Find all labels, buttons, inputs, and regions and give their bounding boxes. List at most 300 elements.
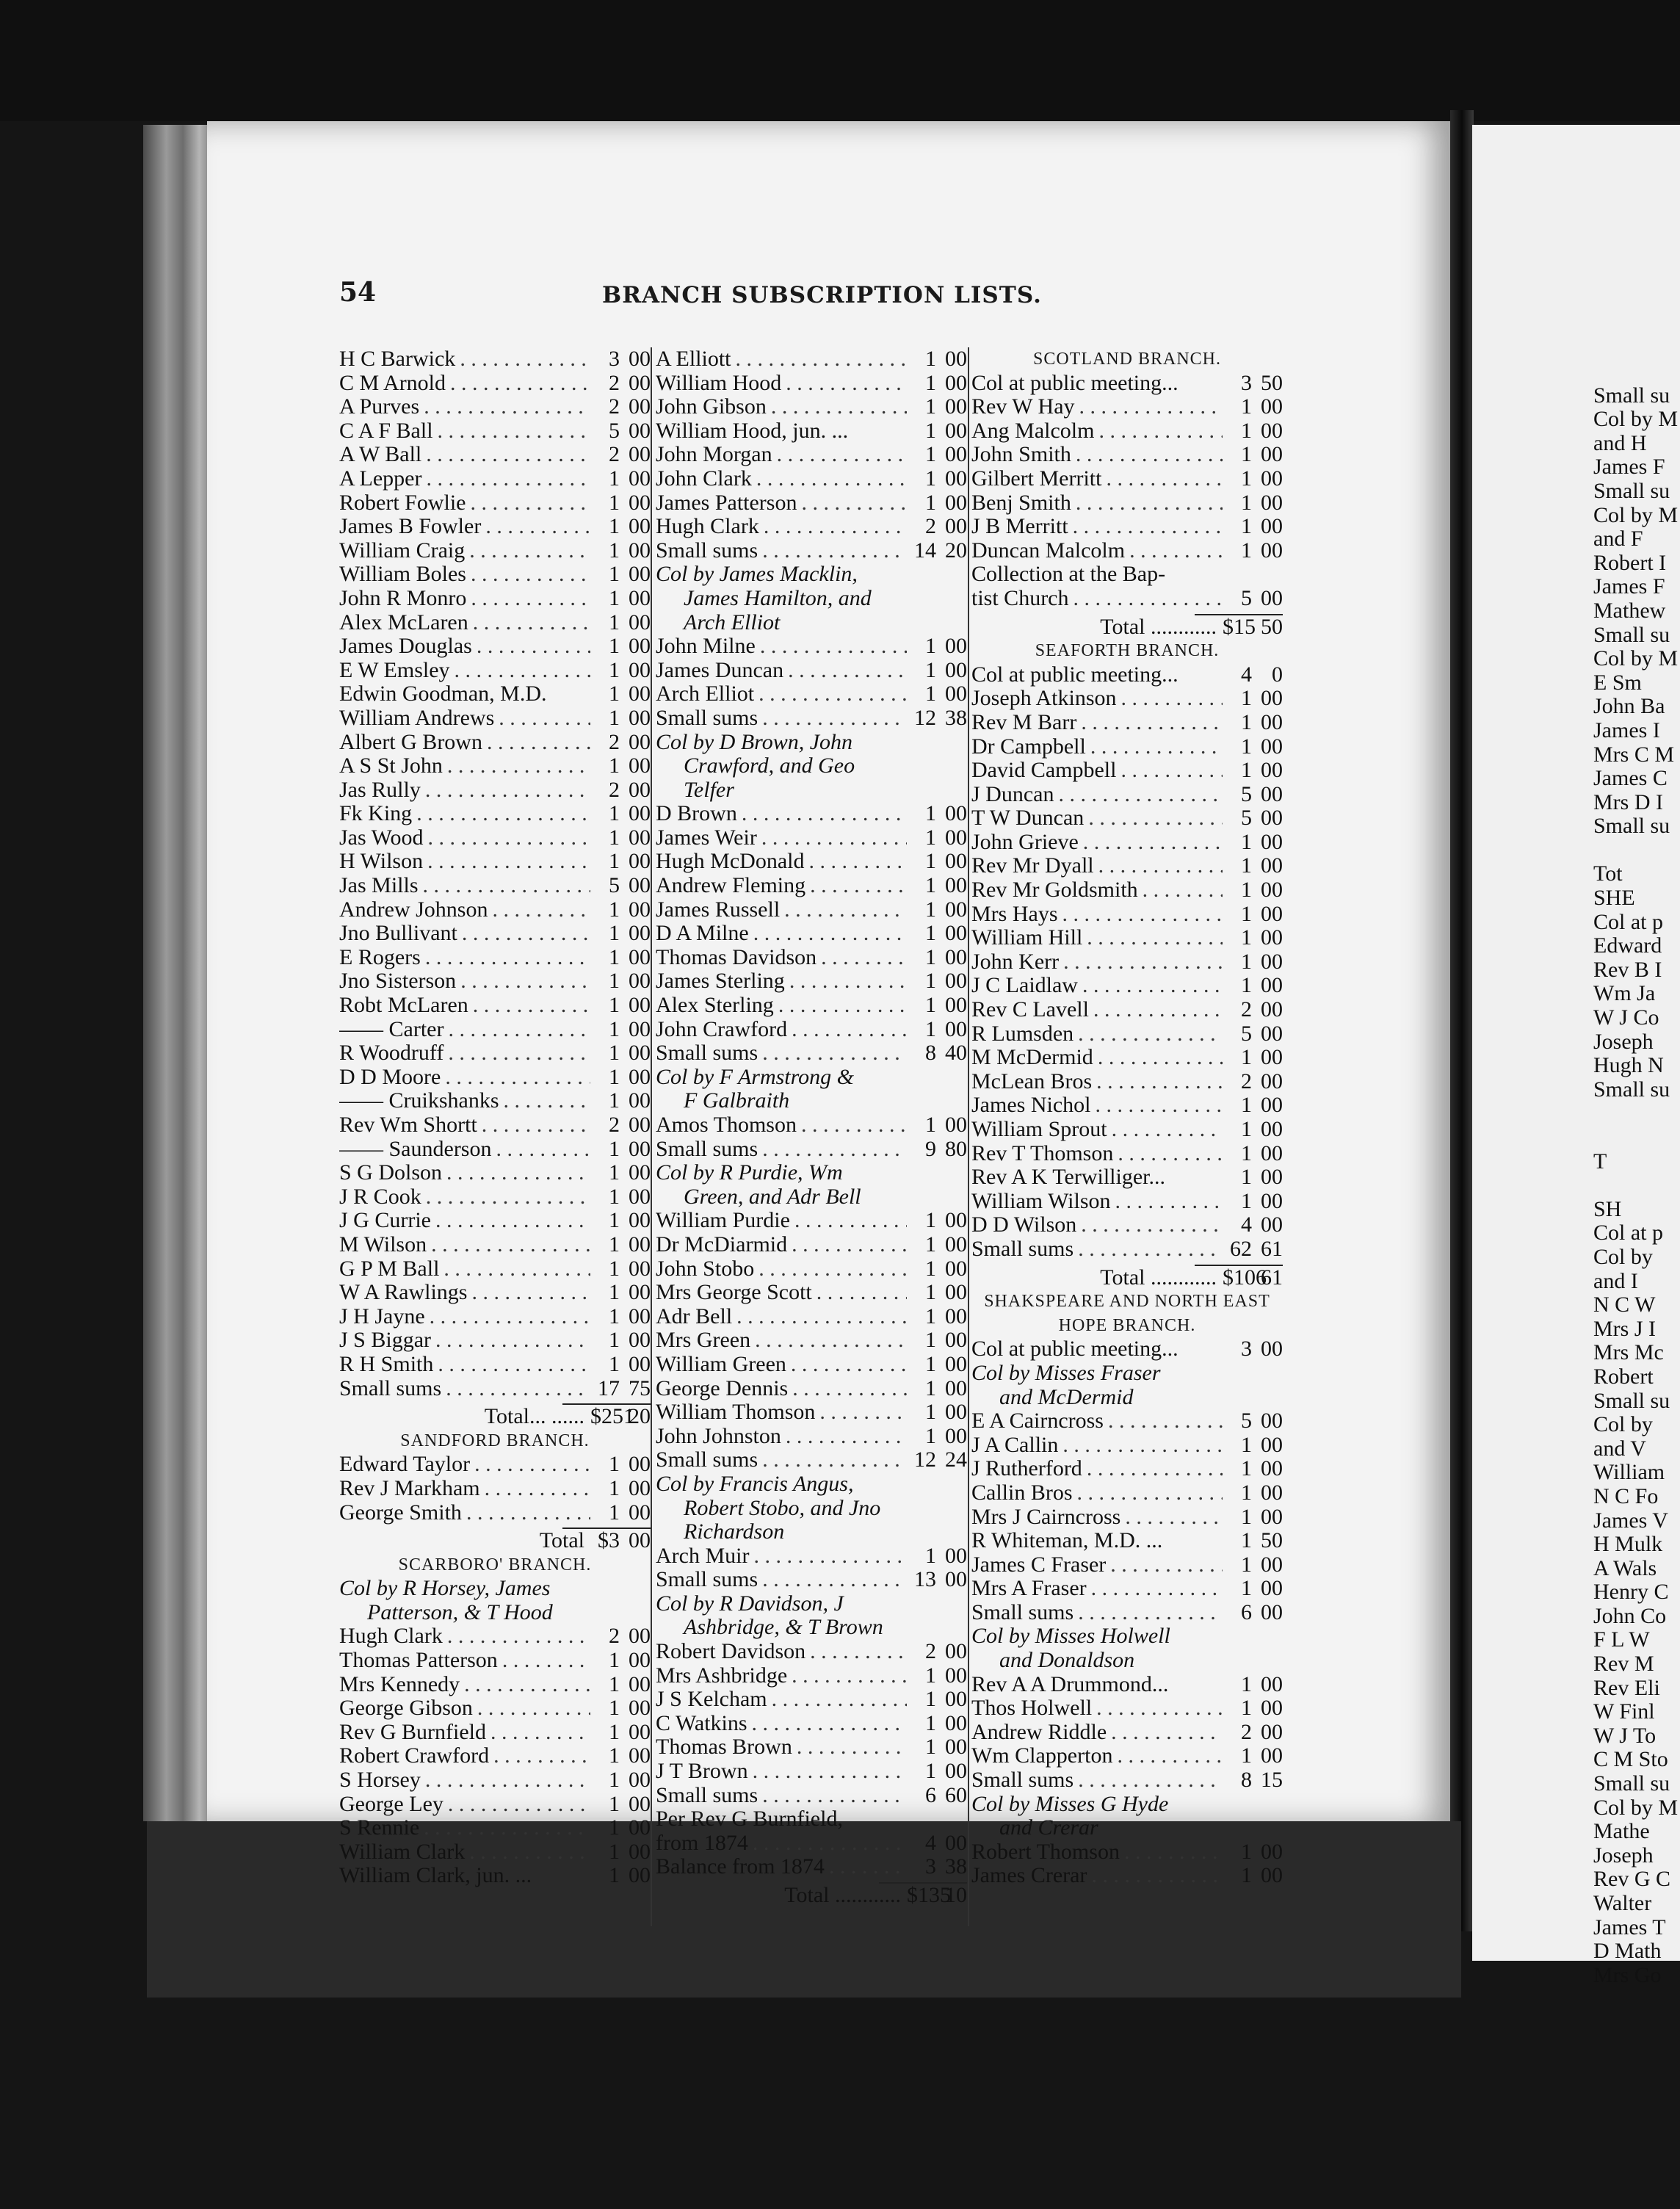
collector-note bbox=[656, 1472, 967, 1497]
subscriber-name: S Rennie . . . bbox=[339, 1816, 590, 1840]
subscriber-row bbox=[971, 1165, 1283, 1190]
subscriber-name: Albert G Brown . . . bbox=[339, 731, 590, 755]
subscriber-name: F Galbraith bbox=[684, 1089, 790, 1113]
amount-dollars: 1 bbox=[609, 1280, 620, 1305]
subscriber-name: Col by R Horsey, James bbox=[339, 1577, 551, 1601]
amount-cents: 00 bbox=[1261, 925, 1283, 950]
subscriber-name: Mrs J Cairncross . . . bbox=[971, 1505, 1223, 1530]
amount-dollars: 1 bbox=[1241, 1671, 1252, 1696]
amount-dollars: 1 bbox=[609, 1064, 620, 1089]
facing-page-line: Small su bbox=[1593, 1077, 1670, 1102]
amount-cents: 00 bbox=[945, 897, 967, 922]
amount-dollars: 1 bbox=[925, 1280, 936, 1305]
collector-note bbox=[656, 1616, 967, 1640]
amount-cents: 00 bbox=[629, 634, 651, 659]
amount-dollars: 1 bbox=[609, 657, 620, 682]
subscriber-name: Thos Holwell . . . bbox=[971, 1696, 1223, 1721]
collector-note bbox=[971, 1793, 1283, 1817]
collector-note bbox=[971, 1386, 1283, 1410]
facing-page-line: N C Fo bbox=[1593, 1483, 1659, 1508]
scan-background bbox=[0, 0, 1680, 121]
subscriber-name: Total... ...... bbox=[484, 1405, 584, 1429]
subscriber-row bbox=[339, 1840, 651, 1865]
facing-page-line: Rev G C bbox=[1593, 1867, 1670, 1892]
amount-cents: 15 bbox=[1261, 1768, 1283, 1793]
subscriber-row bbox=[656, 706, 967, 731]
subscriber-row bbox=[971, 443, 1283, 467]
amount-dollars: 1 bbox=[609, 1671, 620, 1696]
subscriber-name: J S Kelcham . . . bbox=[656, 1688, 907, 1712]
subscriber-name: James Duncan . . . bbox=[656, 659, 907, 683]
subscriber-name: C M Arnold . . . bbox=[339, 372, 590, 396]
amount-cents: 00 bbox=[945, 969, 967, 994]
facing-page-line: SHE bbox=[1593, 886, 1635, 911]
subscriber-name: Rev Wm Shortt . . . bbox=[339, 1113, 590, 1138]
facing-page-line: and V bbox=[1593, 1436, 1646, 1461]
subscriber-name: George Gibson . . . bbox=[339, 1696, 590, 1721]
subscriber-row bbox=[656, 1233, 967, 1257]
subscriber-row bbox=[339, 1041, 651, 1066]
amount-cents: 00 bbox=[629, 1351, 651, 1376]
collector-note bbox=[971, 1816, 1283, 1840]
subscriber-row bbox=[971, 1409, 1283, 1434]
subscriber-row bbox=[656, 443, 967, 467]
facing-page-line: Mathe bbox=[1593, 1819, 1650, 1844]
facing-page-line: SH bbox=[1593, 1196, 1622, 1221]
amount-dollars: 1 bbox=[925, 1113, 936, 1137]
subscriber-name: John Stobo . . . bbox=[656, 1257, 907, 1281]
amount-cents: 38 bbox=[945, 1854, 967, 1879]
subscriber-row bbox=[339, 706, 651, 731]
subscriber-row bbox=[656, 1855, 967, 1879]
subscriber-name: Andrew Johnson . . . bbox=[339, 898, 590, 922]
amount-cents: 00 bbox=[945, 1016, 967, 1041]
facing-page-line: Wm Ja bbox=[1593, 981, 1656, 1006]
subscriber-name: A Elliott . . . bbox=[656, 347, 907, 372]
facing-page-line bbox=[1593, 1174, 1680, 1198]
amount-dollars: 1 bbox=[1241, 442, 1252, 467]
subscriber-name: William Andrews . . . bbox=[339, 706, 590, 731]
subscriber-row bbox=[971, 1337, 1283, 1362]
subscriber-row bbox=[339, 467, 651, 491]
amount-dollars: 1 bbox=[925, 394, 936, 419]
subscriber-name: M Wilson . . . bbox=[339, 1233, 590, 1257]
subscriber-row bbox=[339, 419, 651, 444]
subscriber-row bbox=[971, 1118, 1283, 1142]
amount-cents: 00 bbox=[1261, 1045, 1283, 1070]
amount-dollars: 1 bbox=[609, 921, 620, 946]
facing-page-line: and F bbox=[1593, 527, 1643, 552]
amount-dollars: 2 bbox=[609, 442, 620, 467]
amount-cents: 00 bbox=[629, 682, 651, 706]
subscriber-row bbox=[339, 1377, 651, 1401]
facing-page-line: H Mulk bbox=[1593, 1532, 1663, 1557]
subscriber-name: Col by Francis Angus, bbox=[656, 1472, 854, 1496]
subscriber-row bbox=[339, 1353, 651, 1377]
subscriber-row bbox=[971, 539, 1283, 563]
subscriber-name: William Craig . . . bbox=[339, 539, 590, 563]
subscriber-row bbox=[339, 1768, 651, 1793]
amount-dollars: 1 bbox=[1241, 1045, 1252, 1070]
facing-page-line: John Ba bbox=[1593, 694, 1665, 719]
subscriber-row bbox=[971, 1434, 1283, 1458]
subscriber-row bbox=[971, 372, 1283, 396]
amount-dollars: 1 bbox=[925, 418, 936, 443]
subscriber-row bbox=[656, 1353, 967, 1377]
amount-dollars: 1 bbox=[609, 1839, 620, 1864]
subscriber-name: J B Merritt . . . bbox=[971, 515, 1223, 539]
amount-dollars: 1 bbox=[609, 466, 620, 491]
facing-page-line: Small su bbox=[1593, 814, 1670, 839]
subscriber-name: J C Laidlaw . . . bbox=[971, 974, 1223, 998]
subscriber-name: William Hood, jun. ... bbox=[656, 419, 849, 443]
amount-cents: 00 bbox=[629, 1863, 651, 1888]
subscriber-row bbox=[971, 419, 1283, 444]
subscriber-name: and Donaldson bbox=[999, 1649, 1135, 1673]
collector-note bbox=[656, 1497, 967, 1521]
branch-heading: SEAFORTH BRANCH. bbox=[1035, 641, 1220, 661]
facing-page-line: Henry C bbox=[1593, 1580, 1669, 1605]
subscriber-name: and McDermid bbox=[999, 1385, 1134, 1409]
subscriber-name: Col at public meeting... bbox=[971, 1337, 1178, 1362]
subscriber-row bbox=[339, 1477, 651, 1501]
subscriber-row bbox=[971, 663, 1283, 687]
amount-dollars: 1 bbox=[1241, 1696, 1252, 1721]
amount-dollars: 1 bbox=[1241, 1743, 1252, 1768]
subscriber-name: Total ............ bbox=[1100, 1265, 1217, 1290]
subscriber-name: E A Cairncross . . . bbox=[971, 1409, 1223, 1434]
subscriber-row bbox=[339, 1816, 651, 1840]
subscriber-name: William Sprout . . . bbox=[971, 1118, 1223, 1142]
subscriber-name: Mrs A Fraser . . . bbox=[971, 1577, 1223, 1601]
amount-cents: 00 bbox=[945, 1400, 967, 1425]
subscriber-name: from 1874 . . . bbox=[656, 1832, 907, 1856]
amount-dollars: 1 bbox=[1241, 949, 1252, 974]
amount-dollars: 2 bbox=[609, 394, 620, 419]
amount-dollars: 1 bbox=[1241, 758, 1252, 783]
subscriber-row bbox=[656, 419, 967, 444]
subscriber-name: tist Church . . . bbox=[971, 587, 1223, 611]
amount-cents: 00 bbox=[945, 944, 967, 969]
amount-cents: 00 bbox=[629, 873, 651, 898]
amount-cents: 00 bbox=[629, 1743, 651, 1768]
amount-cents: 00 bbox=[629, 1452, 651, 1477]
facing-page-line: James C bbox=[1593, 766, 1668, 791]
subscriber-name: Hugh Clark . . . bbox=[656, 515, 907, 539]
amount-dollars: 1 bbox=[609, 1768, 620, 1793]
facing-page-line: Mrs Go bbox=[1593, 1962, 1662, 1987]
collector-note bbox=[971, 1362, 1283, 1386]
amount-cents: 00 bbox=[629, 1184, 651, 1209]
subscriber-row bbox=[656, 1328, 967, 1353]
subscriber-row bbox=[339, 1113, 651, 1138]
subscriber-row bbox=[971, 563, 1283, 587]
subscriber-row bbox=[339, 1721, 651, 1745]
facing-page-line: E Sm bbox=[1593, 670, 1642, 695]
amount-cents: 00 bbox=[629, 1064, 651, 1089]
facing-page-line bbox=[1593, 360, 1680, 384]
subscriber-row bbox=[656, 1712, 967, 1736]
amount-cents: 00 bbox=[629, 969, 651, 994]
subscriber-row bbox=[656, 1113, 967, 1138]
subscriber-row bbox=[971, 1457, 1283, 1481]
amount-cents: 00 bbox=[1261, 418, 1283, 443]
amount-cents: 00 bbox=[629, 1624, 651, 1649]
subscriber-name: J A Callin . . . bbox=[971, 1434, 1223, 1458]
amount-cents: 50 bbox=[1261, 614, 1283, 639]
amount-dollars: $135 bbox=[907, 1883, 951, 1907]
amount-dollars: 1 bbox=[925, 466, 936, 491]
amount-dollars: 1 bbox=[925, 825, 936, 850]
facing-page-line: Mrs Mc bbox=[1593, 1340, 1664, 1365]
subscriber-name: J H Jayne . . . bbox=[339, 1305, 590, 1329]
subscriber-row bbox=[971, 1744, 1283, 1768]
subscriber-row bbox=[656, 1018, 967, 1042]
amount-cents: 00 bbox=[945, 1208, 967, 1233]
subscriber-row bbox=[971, 1070, 1283, 1094]
subscriber-name: Telfer bbox=[684, 778, 734, 802]
amount-dollars: 1 bbox=[609, 1256, 620, 1281]
amount-dollars: 1 bbox=[609, 1743, 620, 1768]
amount-cents: 00 bbox=[945, 1280, 967, 1305]
subscriber-row bbox=[339, 491, 651, 516]
amount-dollars: 1 bbox=[609, 634, 620, 659]
subscriber-name: C A F Ball . . . bbox=[339, 419, 590, 444]
facing-page-line bbox=[1593, 1126, 1680, 1150]
subscriber-row bbox=[339, 1161, 651, 1185]
subscriber-name: Edwin Goodman, M.D. bbox=[339, 682, 547, 706]
facing-page-line: Robert bbox=[1593, 1364, 1654, 1389]
subscriber-name: Robert Fowlie . . . bbox=[339, 491, 590, 516]
facing-page-line: Small su bbox=[1593, 622, 1670, 647]
subscriber-name: Gilbert Merritt . . . bbox=[971, 467, 1223, 491]
subscriber-name: Andrew Fleming . . . bbox=[656, 874, 907, 898]
amount-cents: 00 bbox=[945, 657, 967, 682]
amount-dollars: 5 bbox=[1241, 781, 1252, 806]
subscriber-name: William Green . . . bbox=[656, 1353, 907, 1377]
subscriber-name: J T Brown . . . bbox=[656, 1760, 907, 1784]
subscriber-name: W A Rawlings . . . bbox=[339, 1281, 590, 1305]
amount-dollars: 1 bbox=[609, 682, 620, 706]
amount-cents: 00 bbox=[1261, 1599, 1283, 1624]
amount-dollars: 2 bbox=[1241, 997, 1252, 1022]
subscriber-row bbox=[339, 1018, 651, 1042]
subscriber-name: James Nichol . . . bbox=[971, 1093, 1223, 1118]
subscriber-row bbox=[656, 1041, 967, 1066]
amount-cents: 80 bbox=[945, 1136, 967, 1161]
amount-dollars: 1 bbox=[925, 1687, 936, 1712]
subscriber-name: R Whiteman, M.D. ... bbox=[971, 1529, 1163, 1553]
subscriber-row bbox=[971, 831, 1283, 855]
subscriber-row bbox=[656, 802, 967, 826]
amount-dollars: 1 bbox=[609, 1863, 620, 1888]
subscriber-name: Mrs George Scott . . . bbox=[656, 1281, 907, 1305]
amount-dollars: 1 bbox=[925, 944, 936, 969]
subscriber-name: Thomas Davidson . . . bbox=[656, 946, 907, 970]
amount-dollars: 1 bbox=[1241, 1140, 1252, 1165]
facing-page-line: Col by M bbox=[1593, 502, 1679, 527]
amount-dollars: 1 bbox=[609, 1815, 620, 1840]
amount-dollars: 1 bbox=[925, 1423, 936, 1448]
subscriber-name: Joseph Atkinson . . . bbox=[971, 687, 1223, 711]
amount-dollars: $251 bbox=[590, 1404, 634, 1429]
amount-dollars: 1 bbox=[925, 873, 936, 898]
branch-heading: HOPE BRANCH. bbox=[1058, 1315, 1196, 1335]
subscriber-name: Rev Mr Goldsmith . . . bbox=[971, 878, 1223, 903]
subscriber-name: Total bbox=[539, 1529, 584, 1553]
subscriber-name: Robert Stobo, and Jno bbox=[684, 1496, 881, 1520]
amount-cents: 00 bbox=[629, 1136, 651, 1161]
amount-dollars: 1 bbox=[925, 1400, 936, 1425]
book-page-edges bbox=[143, 125, 209, 1821]
amount-dollars: 2 bbox=[1241, 1069, 1252, 1093]
subscriber-name: William Wilson . . . bbox=[971, 1190, 1223, 1214]
amount-cents: 00 bbox=[629, 705, 651, 730]
subscriber-name: Dr Campbell . . . bbox=[971, 735, 1223, 759]
amount-cents: 10 bbox=[945, 1883, 967, 1907]
subscriber-row bbox=[339, 826, 651, 850]
subscriber-row bbox=[339, 1864, 651, 1888]
amount-cents: 00 bbox=[629, 1113, 651, 1137]
amount-dollars: 8 bbox=[925, 1041, 936, 1066]
subscriber-row bbox=[971, 998, 1283, 1022]
amount-cents: 00 bbox=[1261, 1140, 1283, 1165]
facing-page-line: A Wals bbox=[1593, 1555, 1657, 1580]
amount-cents: 00 bbox=[629, 442, 651, 467]
subscriber-name: J G Currie . . . bbox=[339, 1209, 590, 1233]
facing-page-line: Rev M bbox=[1593, 1652, 1654, 1677]
subscriber-name: J Duncan . . . bbox=[971, 783, 1223, 807]
amount-dollars: 3 bbox=[609, 347, 620, 371]
subscriber-name: E W Emsley . . . bbox=[339, 659, 590, 683]
amount-dollars: 2 bbox=[925, 514, 936, 539]
amount-cents: 00 bbox=[629, 1719, 651, 1744]
facing-page-line: T bbox=[1593, 1149, 1607, 1174]
subscriber-name: —— Saunderson . . . bbox=[339, 1138, 590, 1162]
subscriber-name: William Hood . . . bbox=[656, 372, 907, 396]
amount-cents: 00 bbox=[1261, 1504, 1283, 1529]
subscriber-name: Green, and Adr Bell bbox=[684, 1185, 861, 1209]
subscriber-row bbox=[656, 395, 967, 419]
subscriber-row bbox=[339, 611, 651, 635]
amount-dollars: 5 bbox=[1241, 1409, 1252, 1434]
subscriber-row bbox=[971, 711, 1283, 735]
amount-dollars: 6 bbox=[925, 1782, 936, 1807]
amount-cents: 00 bbox=[1261, 901, 1283, 926]
facing-page-line: F L W bbox=[1593, 1627, 1650, 1652]
amount-dollars: 1 bbox=[1241, 1576, 1252, 1601]
amount-cents: 00 bbox=[1261, 1165, 1283, 1190]
amount-cents: 00 bbox=[1261, 394, 1283, 419]
amount-cents: 00 bbox=[629, 1791, 651, 1816]
subscriber-row bbox=[656, 946, 967, 970]
amount-cents: 00 bbox=[629, 849, 651, 874]
amount-cents: 00 bbox=[945, 1567, 967, 1592]
amount-cents: 00 bbox=[1261, 949, 1283, 974]
subscriber-row bbox=[971, 1190, 1283, 1214]
subscriber-row bbox=[656, 1400, 967, 1425]
amount-cents: 00 bbox=[629, 466, 651, 491]
facing-page-line: James T bbox=[1593, 1915, 1666, 1939]
subscriber-row bbox=[656, 1664, 967, 1688]
subscriber-row bbox=[339, 682, 651, 706]
amount-dollars: 3 bbox=[925, 1854, 936, 1879]
subscriber-name: Small sums . . . bbox=[656, 1448, 907, 1472]
amount-dollars: 1 bbox=[925, 1351, 936, 1376]
subscriber-row bbox=[656, 634, 967, 659]
amount-cents: 00 bbox=[1261, 806, 1283, 831]
amount-dollars: 1 bbox=[609, 1041, 620, 1066]
amount-cents: 00 bbox=[629, 585, 651, 610]
subscriber-row bbox=[656, 347, 967, 372]
subscriber-name: T W Duncan . . . bbox=[971, 806, 1223, 831]
amount-dollars: 1 bbox=[925, 634, 936, 659]
subscriber-row bbox=[656, 1448, 967, 1472]
collector-note bbox=[656, 611, 967, 635]
amount-cents: 00 bbox=[629, 1160, 651, 1185]
subscriber-row bbox=[971, 1022, 1283, 1046]
subscriber-row bbox=[339, 946, 651, 970]
amount-dollars: 1 bbox=[1241, 1504, 1252, 1529]
amount-cents: 00 bbox=[629, 1232, 651, 1257]
amount-cents: 00 bbox=[629, 394, 651, 419]
amount-dollars: 1 bbox=[1241, 925, 1252, 950]
amount-cents: 00 bbox=[1261, 1456, 1283, 1481]
amount-dollars: 1 bbox=[1241, 1480, 1252, 1505]
collector-note bbox=[656, 1066, 967, 1090]
subscriber-name: Mrs Hays . . . bbox=[971, 903, 1223, 927]
amount-dollars: 1 bbox=[925, 801, 936, 826]
subscriber-row bbox=[971, 1696, 1283, 1721]
amount-cents: 00 bbox=[629, 1016, 651, 1041]
amount-dollars: 14 bbox=[914, 538, 936, 563]
amount-dollars: 1 bbox=[1241, 686, 1252, 711]
subscriber-row bbox=[656, 1832, 967, 1856]
subscriber-name: William Thomson . . . bbox=[656, 1400, 907, 1425]
subscriber-row bbox=[971, 1237, 1283, 1262]
amount-dollars: 1 bbox=[609, 1719, 620, 1744]
subscriber-row bbox=[656, 1305, 967, 1329]
facing-page-line: Small su bbox=[1593, 478, 1670, 503]
subscriber-name: Patterson, & T Hood bbox=[367, 1600, 553, 1624]
subscriber-row bbox=[339, 515, 651, 539]
subscriber-name: John Morgan . . . bbox=[656, 443, 907, 467]
subscriber-row bbox=[339, 802, 651, 826]
amount-cents: 00 bbox=[1261, 758, 1283, 783]
subscriber-name: John Milne . . . bbox=[656, 634, 907, 659]
subscriber-name: Rev T Thomson . . . bbox=[971, 1142, 1223, 1166]
facing-page-line: John Co bbox=[1593, 1603, 1667, 1628]
subscriber-name: —— Carter . . . bbox=[339, 1018, 590, 1042]
subscriber-row bbox=[339, 1453, 651, 1477]
amount-cents: 00 bbox=[629, 729, 651, 754]
subscriber-name: George Smith . . . bbox=[339, 1501, 590, 1525]
subscriber-name: Small sums . . . bbox=[656, 1784, 907, 1808]
subscriber-row bbox=[971, 974, 1283, 998]
subscriber-name: Callin Bros . . . bbox=[971, 1481, 1223, 1505]
subscriber-row bbox=[339, 898, 651, 922]
amount-dollars: 4 bbox=[925, 1830, 936, 1855]
amount-dollars: $15 bbox=[1223, 614, 1256, 639]
subscriber-name: Col by Misses Holwell bbox=[971, 1624, 1170, 1649]
amount-dollars: 1 bbox=[1241, 1432, 1252, 1457]
subscriber-row bbox=[656, 1640, 967, 1664]
amount-dollars: 1 bbox=[609, 1696, 620, 1721]
subscriber-row bbox=[971, 854, 1283, 878]
amount-dollars: 1 bbox=[925, 1256, 936, 1281]
amount-cents: 00 bbox=[629, 418, 651, 443]
amount-dollars: 2 bbox=[609, 370, 620, 395]
